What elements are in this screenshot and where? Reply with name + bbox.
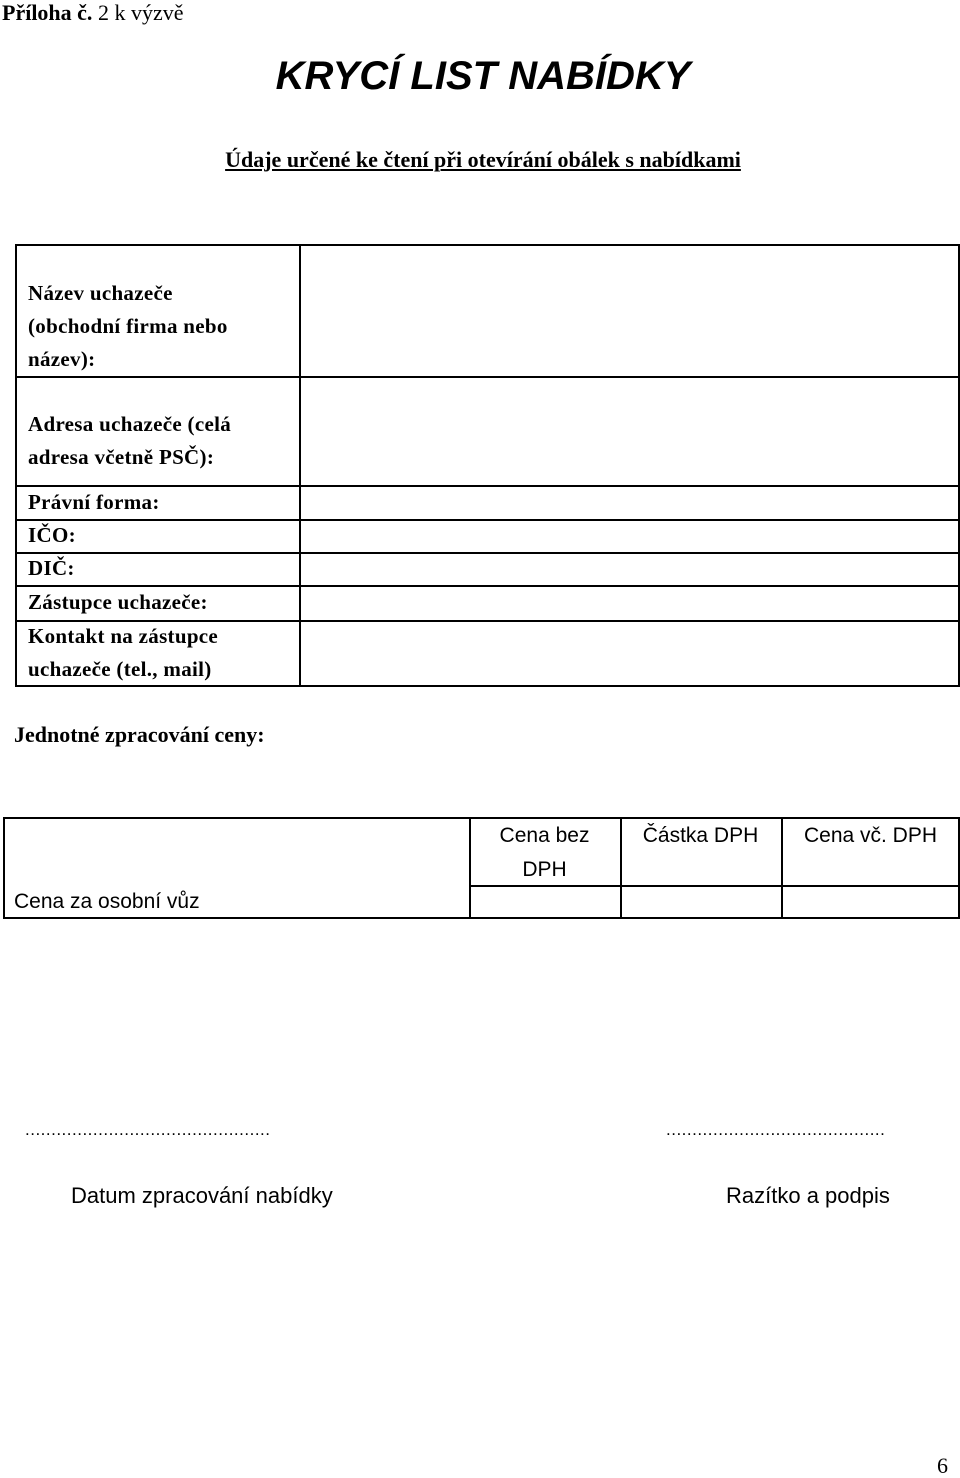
pricing-table [3, 817, 960, 919]
annex-reference: Příloha č. 2 k výzvě [2, 0, 184, 25]
pricing-heading: Jednotné zpracování ceny: [14, 722, 265, 747]
col-header-vat-amount: Částka DPH [642, 824, 759, 847]
col-header-price-incl-vat: Cena vč. DPH [803, 824, 938, 847]
contact-label: Kontakt na zástupce uchazeče (tel., mail) [28, 624, 219, 681]
stamp-signature-line: .......................................... [666, 1120, 886, 1139]
representative-label: Zástupce uchazeče: [28, 590, 208, 614]
document-subtitle: Údaje určené ke čtení při otevírání obálek s nabídkami [225, 147, 741, 172]
date-label: Datum zpracování nabídky [71, 1183, 333, 1208]
page-number: 6 [937, 1453, 948, 1478]
applicant-info-table [15, 244, 960, 687]
ico-label: IČO: [28, 523, 76, 547]
row-label-car-price: Cena za osobní vůz [14, 890, 200, 913]
row-divider [17, 376, 958, 378]
col-header-price-excl-vat: Cena bez DPH [499, 824, 590, 881]
document-title: KRYCÍ LIST NABÍDKY [275, 54, 691, 98]
applicant-name-label: Název uchazeče (obchodní firma nebo název): [28, 281, 228, 371]
applicant-address-label: Adresa uchazeče (celá adresa včetně PSČ): [28, 412, 232, 469]
stamp-label: Razítko a podpis [726, 1183, 890, 1208]
date-signature-line: ............................................... [25, 1120, 271, 1139]
legal-form-label: Právní forma: [28, 490, 160, 514]
dic-label: DIČ: [28, 556, 75, 580]
